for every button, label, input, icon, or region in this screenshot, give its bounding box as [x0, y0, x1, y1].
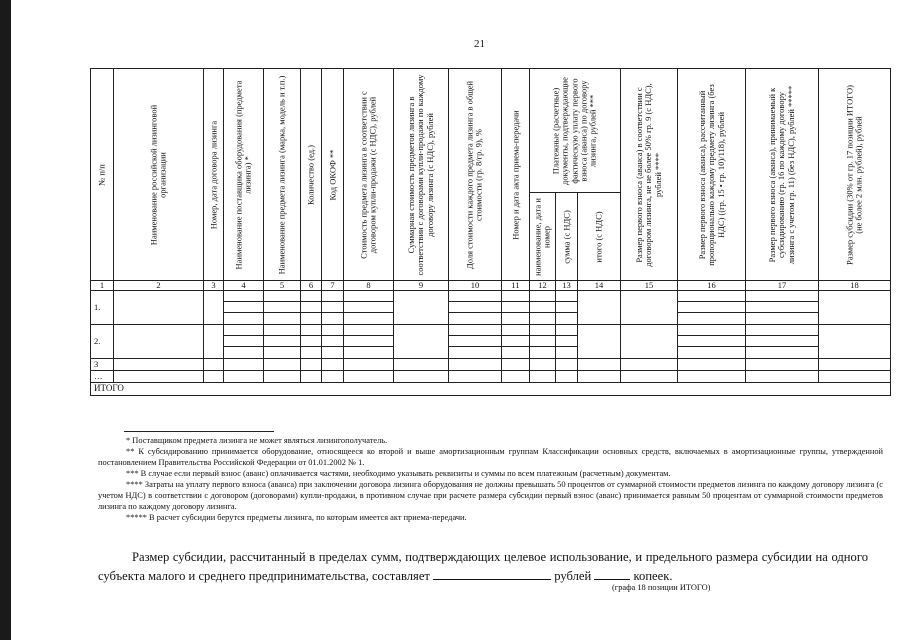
- summary-paragraph: [98, 548, 868, 586]
- column-number: 13: [556, 281, 578, 291]
- table-row: [91, 371, 891, 383]
- header-col-9: Суммарная стоимость предметов лизинга в соответствии с договорами купли-продажи по каждому договору лизинга (с НДС), рублей: [394, 69, 449, 281]
- header-col-11: Номер и дата акта приема-передачи: [502, 69, 530, 281]
- column-number: 11: [502, 281, 530, 291]
- header-col-4: Наименование поставщика оборудования (предмета лизинга) *: [224, 69, 264, 281]
- column-number: 2: [114, 281, 204, 291]
- table-row: [91, 359, 891, 371]
- table-row: [91, 291, 891, 302]
- column-number: 1: [91, 281, 114, 291]
- column-number: 17: [746, 281, 819, 291]
- row-number: 2.: [91, 325, 114, 359]
- header-col-1: № п/п: [91, 69, 114, 281]
- header-col-2: Наименование российской лизинговой организации: [114, 69, 204, 281]
- footnote-divider: [124, 431, 274, 432]
- header-col-8: Стоимость предмета лизинга в соответствии с договором купли-продажи (с НДС), рублей: [344, 69, 394, 281]
- column-number: 15: [621, 281, 678, 291]
- header-col-16: Размер первого взноса (аванса), рассчитанный пропорционально каждому предмету лизинга (без НДС) ((гр. 15 • гр. 10)/118), рублей: [678, 69, 746, 281]
- column-number: 3: [204, 281, 224, 291]
- column-number: 8: [344, 281, 394, 291]
- header-col-12-14: Платежные (расчетные) документы, подтверждающие фактическую уплату первого взноса (аванса) по договору лизинга, рублей ***: [530, 69, 621, 193]
- footnote-2: ** К субсидированию принимается оборудование, относящееся ко второй и выше амортизационным группам Классификации основных средств, включаемых в амортизационные группы, утвержденной постановлением Правительства Российской Федерации от 01.01.2002 № 1.: [98, 447, 883, 467]
- header-col-13: сумма (с НДС): [556, 193, 578, 281]
- column-number: 9: [394, 281, 449, 291]
- column-number: 10: [449, 281, 502, 291]
- header-col-18: Размер субсидии (30% от гр. 17 позиции ИТОГО) (не более 2 млн. рублей), рублей: [819, 69, 891, 281]
- rubles-label: рублей: [554, 569, 592, 583]
- summary-text: Размер субсидии, рассчитанный в пределах сумм, подтверждающих целевое использование, и предельного размера субсидии на одного субъекта малого и среднего предпринимательства, составляет: [98, 550, 868, 583]
- column-number: 5: [264, 281, 301, 291]
- scan-edge-bar: [0, 0, 11, 640]
- column-number: 16: [678, 281, 746, 291]
- header-col-12: наименование, дата и номер: [530, 193, 556, 281]
- summary-caption: (графа 18 позиции ИТОГО): [612, 583, 711, 592]
- header-col-3: Номер, дата договора лизинга: [204, 69, 224, 281]
- header-col-6: Количество (ед.): [301, 69, 322, 281]
- header-col-15: Размер первого взноса (аванса) в соответствии с договором лизинга, не не более 50% гр. 9 (с НДС), рублей ****: [621, 69, 678, 281]
- table-row: [91, 325, 891, 336]
- total-row: [91, 383, 891, 396]
- column-numbers-row: [91, 281, 891, 291]
- footnote-5: ***** В расчет субсидии берутся предметы лизинга, по которым имеется акт приема-передачи.: [126, 513, 467, 522]
- header-col-7: Код ОКОФ **: [322, 69, 344, 281]
- footnote-4: **** Затраты на уплату первого взноса (аванса) при заключении договора лизинга оборудования не должны превышать 50 процентов от суммарной стоимости предметов лизинга по каждому договору лизинга (с учетом НДС) в соответствии с договором (договорами) купли-продажи, в противном случае при расчете размера субсидии первый взнос (аванс) принимается равным 50 процентам от суммарной стоимости предметов лизинга по каждому договору лизинга.: [98, 480, 883, 511]
- kopecks-blank[interactable]: [594, 567, 630, 580]
- column-number: 18: [819, 281, 891, 291]
- footnote-1: * Поставщиком предмета лизинга не может являться лизингополучатель.: [126, 436, 388, 445]
- column-number: 12: [530, 281, 556, 291]
- column-number: 6: [301, 281, 322, 291]
- kopecks-label: копеек.: [633, 569, 673, 583]
- header-col-5: Наименование предмета лизинга (марка, модель и т.п.): [264, 69, 301, 281]
- header-col-17: Размер первого взноса (аванса), принимаемый к субсидированию (гр. 16 по каждому договору лизинга с учетом гр. 11) (без НДС), рублей *****: [746, 69, 819, 281]
- subsidy-calculation-table: [90, 68, 891, 396]
- total-label: ИТОГО: [91, 383, 891, 396]
- column-number: 14: [578, 281, 621, 291]
- row-number: 1.: [91, 291, 114, 325]
- row-number: 3: [91, 359, 114, 371]
- header-col-10: Доля стоимости каждого предмета лизинга в общей стоимости (гр. 8/гр. 9), %: [449, 69, 502, 281]
- column-number: 7: [322, 281, 344, 291]
- footnotes: [98, 435, 883, 523]
- column-number: 4: [224, 281, 264, 291]
- footnote-3: *** В случае если первый взнос (аванс) оплачивается частями, необходимо указывать реквизиты и суммы по всем платежным (расчетным) документам.: [126, 469, 671, 478]
- row-number: …: [91, 371, 114, 383]
- page-number: 21: [474, 38, 485, 50]
- header-col-14: итого (с НДС): [578, 193, 621, 281]
- rubles-blank[interactable]: [433, 567, 551, 580]
